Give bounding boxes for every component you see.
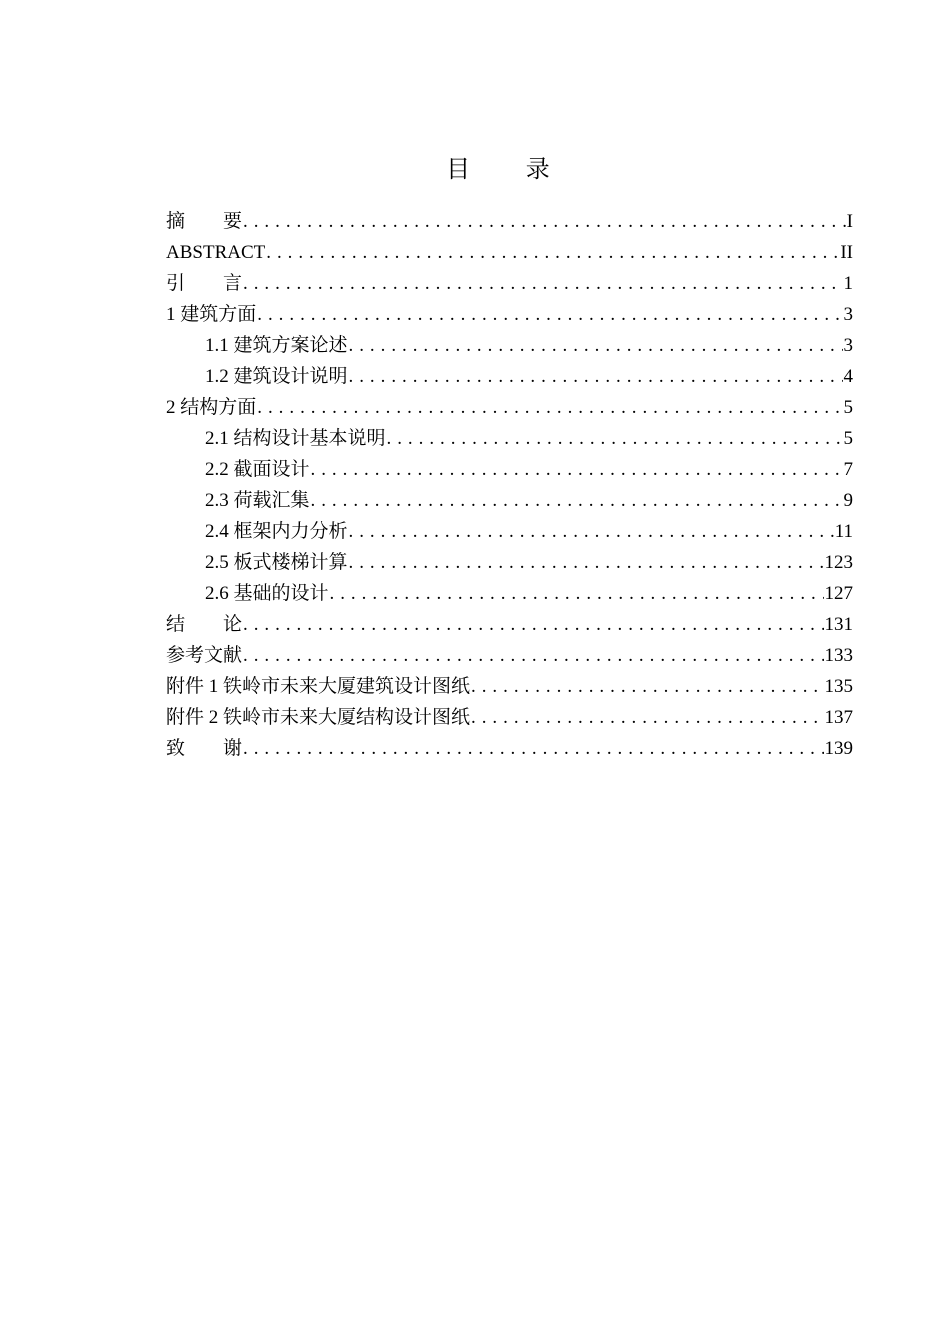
toc-entry-label: ABSTRACT (166, 242, 266, 263)
toc-dot-leader (349, 361, 843, 392)
toc-entry[interactable] (166, 206, 853, 237)
toc-dot-leader (243, 268, 842, 299)
toc-entry-label: 致 谢 (166, 738, 243, 759)
toc-entry[interactable] (166, 733, 853, 764)
toc-entry[interactable] (166, 330, 853, 361)
toc-entry-label: 参考文献 (166, 645, 243, 666)
toc-entry-page: 135 (824, 676, 853, 697)
toc-entry-label: 附件 2 铁岭市未来大厦结构设计图纸 (166, 707, 471, 728)
toc-dot-leader (471, 671, 823, 702)
toc-dot-leader (349, 547, 824, 578)
toc-entry[interactable] (166, 392, 853, 423)
toc-dot-leader (387, 423, 843, 454)
toc-entry-page: 139 (824, 738, 853, 759)
toc-entry-page: 133 (824, 645, 853, 666)
toc-entry-label: 1 建筑方面 (166, 304, 257, 325)
toc-entry-label: 2.3 荷载汇集 (205, 490, 310, 511)
toc-entry-page: 131 (824, 614, 853, 635)
toc-dot-leader (243, 640, 823, 671)
toc-entry[interactable] (166, 578, 853, 609)
toc-dot-leader (266, 237, 839, 268)
toc-entry-label: 引 言 (166, 273, 243, 294)
toc-entry-label: 2 结构方面 (166, 397, 257, 418)
toc-entry[interactable] (166, 299, 853, 330)
toc-entry-page: 5 (843, 428, 853, 449)
toc-entry[interactable] (166, 671, 853, 702)
toc-entry[interactable] (166, 547, 853, 578)
toc-entry-label: 附件 1 铁岭市未来大厦建筑设计图纸 (166, 676, 471, 697)
toc-entry[interactable] (166, 361, 853, 392)
toc-entry-label: 2.5 板式楼梯计算 (205, 552, 348, 573)
toc-entry[interactable] (166, 516, 853, 547)
toc-entry[interactable] (166, 423, 853, 454)
toc-entry-page: 7 (843, 459, 853, 480)
toc-entry[interactable] (166, 454, 853, 485)
toc-entry-page: II (840, 242, 853, 263)
toc-entry-page: 123 (824, 552, 853, 573)
toc-entry-page: 11 (834, 521, 853, 542)
toc-entry[interactable] (166, 702, 853, 733)
table-of-contents (166, 206, 853, 764)
toc-entry-page: 3 (843, 304, 853, 325)
toc-entry-label: 摘 要 (166, 211, 243, 232)
toc-entry[interactable] (166, 640, 853, 671)
toc-dot-leader (311, 454, 843, 485)
toc-dot-leader (243, 733, 823, 764)
toc-entry-label: 2.6 基础的设计 (205, 583, 329, 604)
toc-entry[interactable] (166, 268, 853, 299)
toc-dot-leader (311, 485, 843, 516)
toc-entry-label: 1.1 建筑方案论述 (205, 335, 348, 356)
toc-entry-page: 5 (843, 397, 853, 418)
toc-dot-leader (349, 330, 843, 361)
toc-entry-page: I (846, 211, 853, 232)
toc-entry-page: 127 (824, 583, 853, 604)
toc-entry-label: 1.2 建筑设计说明 (205, 366, 348, 387)
toc-dot-leader (349, 516, 834, 547)
toc-entry-page: 4 (843, 366, 853, 387)
toc-entry-page: 137 (824, 707, 853, 728)
toc-dot-leader (243, 609, 823, 640)
toc-entry-label: 结 论 (166, 614, 243, 635)
toc-title: 目 录 (446, 155, 574, 183)
toc-dot-leader (471, 702, 823, 733)
toc-entry[interactable] (166, 609, 853, 640)
toc-entry-page: 9 (843, 490, 853, 511)
toc-entry-label: 2.2 截面设计 (205, 459, 310, 480)
toc-dot-leader (243, 206, 846, 237)
toc-entry-page: 3 (843, 335, 853, 356)
toc-entry-label: 2.4 框架内力分析 (205, 521, 348, 542)
toc-dot-leader (257, 299, 842, 330)
toc-entry[interactable] (166, 237, 853, 268)
toc-dot-leader (257, 392, 842, 423)
toc-entry-label: 2.1 结构设计基本说明 (205, 428, 386, 449)
toc-entry-page: 1 (843, 273, 853, 294)
toc-dot-leader (330, 578, 824, 609)
toc-entry[interactable] (166, 485, 853, 516)
